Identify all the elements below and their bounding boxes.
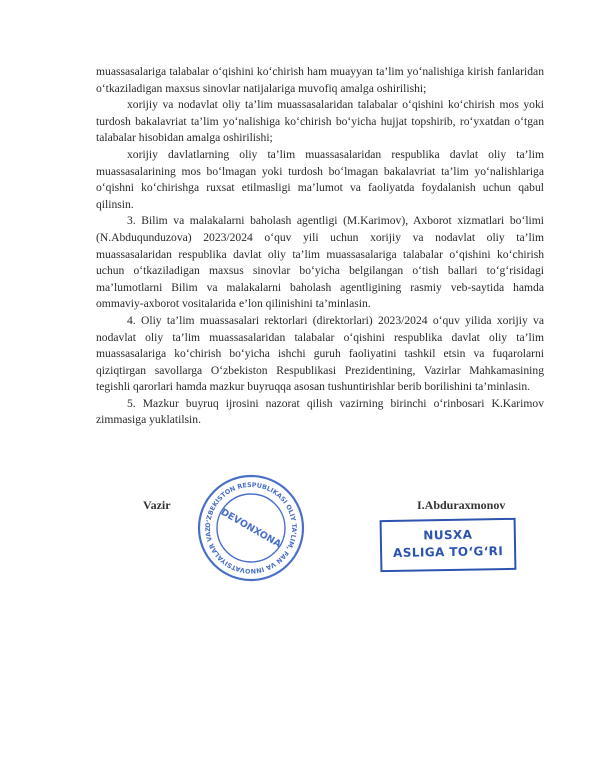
signatory-title: Vazir: [143, 498, 171, 512]
certified-copy-stamp: [380, 518, 517, 572]
paragraph-item-5: 5. Mazkur buyruq ijrosini nazorat qilish vazirning birinchi o‘rinbosari K.Karimov zimmasiga yuklatilsin.: [96, 396, 544, 427]
seal-icon: [196, 473, 306, 583]
paragraph-continued: muassasalariga talabalar o‘qishini ko‘chirish ham muayyan ta’lim yo‘nalishiga kirish fanlaridan o‘tkaziladigan maxsus sinovlar natijalariga muvofiq amalga oshirilishi;: [96, 65, 544, 95]
paragraph-bullet-2: xorijiy va nodavlat oliy ta’lim muassasalaridan talabalar o‘qishini ko‘chirish mos yoki turdosh bakalavriat ta’lim yo‘nalishiga ko‘chirish bo‘yicha hujjat topshirib, ro‘yxatdan o‘tgan talabalar hisobidan amalga oshirilishi;: [96, 98, 544, 145]
seal-ring-text: O‘ZBEKISTON RESPUBLIKASI OLIY TA’LIM, FAN VA INNOVATSIYALAR VAZ: [203, 480, 299, 576]
seal-center-text: DEVONXONA: [218, 506, 283, 551]
paragraph-item-4: 4. Oliy ta’lim muassasalari rektorlari (direktorlari) 2023/2024 o‘quv yilida xorijiy va nodavlat oliy ta’lim muassasalaridan talabalar o‘qishini respublika davlat oliy ta’lim muassasalariga ko‘chirish bo‘yicha ishchi guruh faoliyatini tashkil etsin va fuqarolarni qiziqtirgan savollarga O‘zbekiston Respublikasi Prezidentining, Vazirlar Mahkamasining tegishli qarorlari hamda mazkur buyruqqa asosan tushuntirishlar berib borilishini ta’minlasin.: [96, 313, 544, 394]
copy-stamp-line2: ASLIGA TO‘G‘RI: [392, 544, 504, 560]
paragraph-bullet-3: xorijiy davlatlarning oliy ta’lim muassasalaridan respublika davlat oliy ta’lim muassasalarining mos bo‘lmagan yoki turdosh bo‘lmagan bakalavriat ta’lim yo‘nalishlariga o‘qishni ko‘chirishga ruxsat etilmasligi ma’lumot va faoliyatda foydalanish uchun qabul qilinsin.: [96, 147, 544, 211]
office-seal: [196, 473, 306, 583]
document-body: [96, 64, 544, 429]
copy-stamp-line1: NUSXA: [423, 527, 473, 543]
paragraph-item-3: 3. Bilim va malakalarni baholash agentligi (M.Karimov), Axborot xizmatlari bo‘limi (N.Abduqunduzova) 2023/2024 o‘quv yili uchun xorijiy va nodavlat oliy ta’lim muassasalaridan respublika davlat oliy ta’lim muassasalariga talabalar o‘qishini ko‘chirish uchun o‘tkaziladigan maxsus sinovlar bo‘yicha belgilangan o‘tish ballari to‘g‘risidagi ma’lumotlarni Bilim va malakalarni baholash agentligining rasmiy veb-saytida hamda ommaviy-axborot vositalarida e’lon qilinishini ta’minlasin.: [96, 214, 544, 311]
signatory-name: I.Abduraxmonov: [417, 498, 506, 512]
